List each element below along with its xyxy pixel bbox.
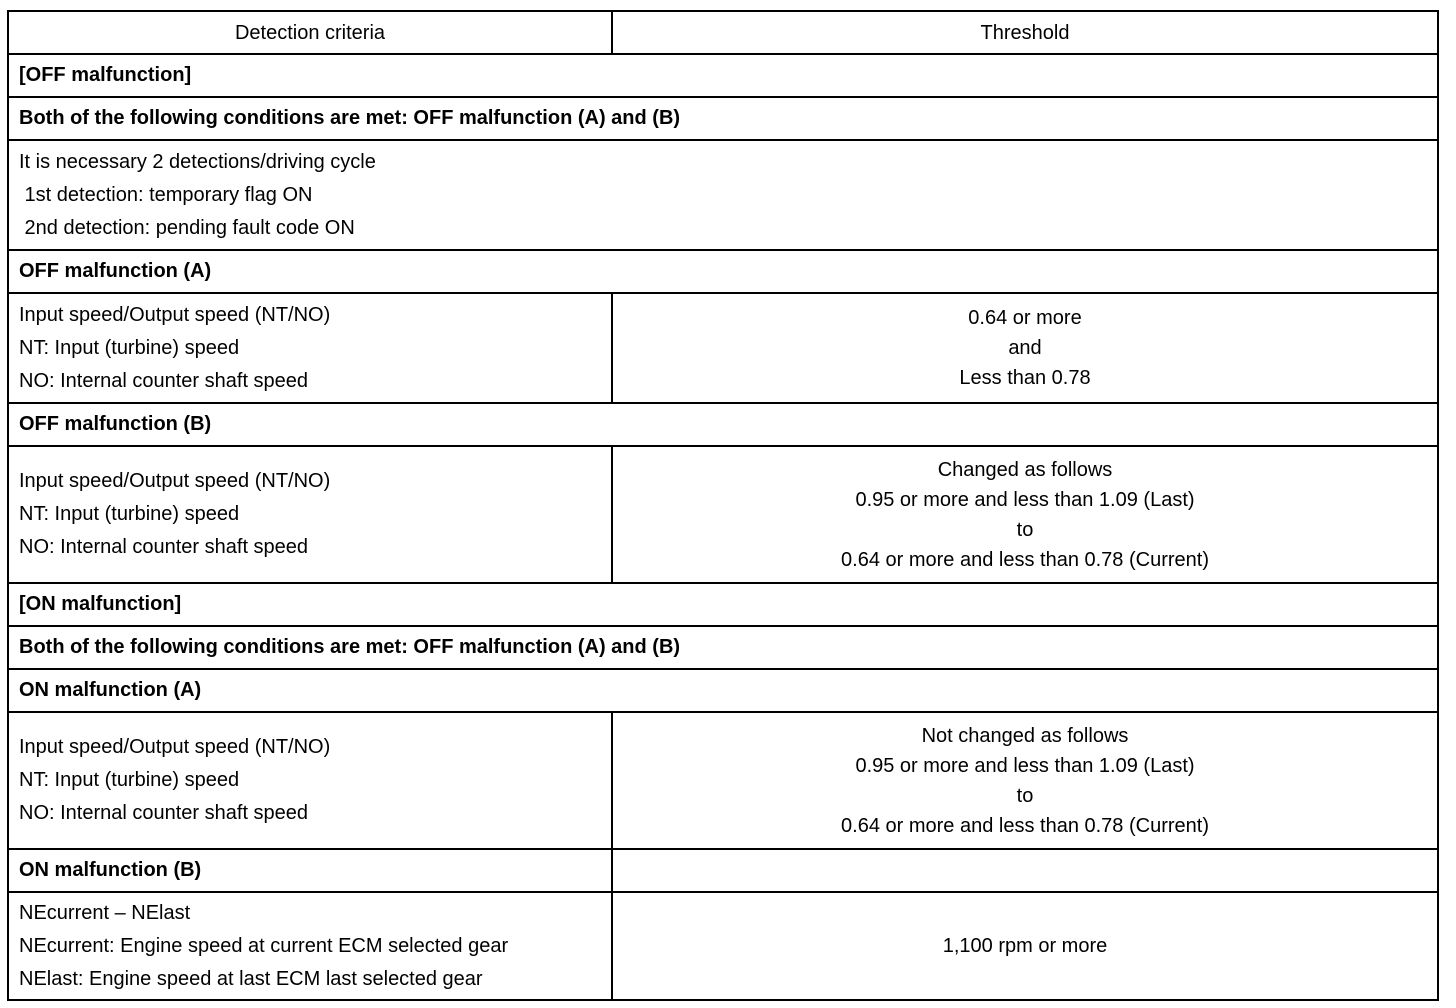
- header-criteria: Detection criteria: [8, 11, 612, 54]
- off-b-threshold: [612, 446, 1438, 583]
- threshold-line: 0.64 or more and less than 0.78 (Current): [841, 814, 1209, 837]
- threshold-line: 1,100 rpm or more: [942, 935, 1108, 957]
- off-note-line: 2nd detection: pending fault code ON: [19, 216, 355, 239]
- threshold-line: Not changed as follows: [921, 724, 1129, 747]
- on-b-title-empty: [612, 849, 1438, 892]
- off-b-title-row: [8, 403, 1438, 446]
- off-note-line: 1st detection: temporary flag ON: [19, 183, 313, 206]
- criteria-line: NT: Input (turbine) speed: [19, 503, 240, 525]
- on-a-title-row: [8, 669, 1438, 712]
- on-condition-row: [8, 626, 1438, 669]
- on-b-title: ON malfunction (B): [8, 849, 612, 892]
- off-b-title: OFF malfunction (B): [8, 403, 1438, 446]
- on-section-row: [8, 583, 1438, 626]
- threshold-line: Less than 0.78: [959, 367, 1091, 389]
- off-b-row: [8, 446, 1438, 583]
- criteria-line: NEcurrent: Engine speed at current ECM selected gear: [19, 934, 509, 957]
- off-a-title-row: [8, 250, 1438, 293]
- threshold-line: 0.64 or more: [968, 307, 1082, 329]
- off-note-row: [8, 140, 1438, 250]
- criteria-line: NEcurrent – NElast: [19, 901, 191, 924]
- criteria-line: NElast: Engine speed at last ECM last selected gear: [19, 967, 483, 990]
- off-a-threshold: [612, 293, 1438, 403]
- on-a-criteria: [8, 712, 612, 849]
- header-row: [8, 11, 1438, 54]
- criteria-line: Input speed/Output speed (NT/NO): [19, 303, 331, 326]
- criteria-line: NO: Internal counter shaft speed: [19, 369, 309, 392]
- off-condition-row: [8, 97, 1438, 140]
- on-section-title: [ON malfunction]: [8, 583, 1438, 626]
- off-section-row: [8, 54, 1438, 97]
- threshold-line: 0.95 or more and less than 1.09 (Last): [855, 488, 1195, 511]
- threshold-line: 0.64 or more and less than 0.78 (Current): [841, 548, 1209, 571]
- off-condition: Both of the following conditions are met: OFF malfunction (A) and (B): [8, 97, 1438, 140]
- criteria-line: NO: Internal counter shaft speed: [19, 802, 309, 824]
- on-b-criteria: [8, 892, 612, 1000]
- header-threshold: Threshold: [612, 11, 1438, 54]
- on-a-threshold: [612, 712, 1438, 849]
- on-condition: Both of the following conditions are met: OFF malfunction (A) and (B): [8, 626, 1438, 669]
- threshold-line: to: [1016, 784, 1034, 807]
- off-a-row: [8, 293, 1438, 403]
- on-a-title: ON malfunction (A): [8, 669, 1438, 712]
- on-b-row: [8, 892, 1438, 1000]
- criteria-line: NO: Internal counter shaft speed: [19, 536, 309, 558]
- threshold-line: 0.95 or more and less than 1.09 (Last): [855, 754, 1195, 777]
- criteria-line: Input speed/Output speed (NT/NO): [19, 470, 331, 492]
- criteria-line: Input speed/Output speed (NT/NO): [19, 736, 331, 758]
- criteria-line: NT: Input (turbine) speed: [19, 769, 240, 791]
- off-note: [8, 140, 1438, 250]
- criteria-line: NT: Input (turbine) speed: [19, 336, 240, 359]
- off-a-criteria: [8, 293, 612, 403]
- threshold-line: Changed as follows: [937, 458, 1113, 481]
- on-a-row: [8, 712, 1438, 849]
- threshold-line: to: [1016, 518, 1034, 541]
- off-note-line: It is necessary 2 detections/driving cycle: [19, 150, 376, 173]
- on-b-threshold: [612, 892, 1438, 1000]
- detection-criteria-table: [7, 10, 1439, 1001]
- off-section-title: [OFF malfunction]: [8, 54, 1438, 97]
- on-b-title-row: [8, 849, 1438, 892]
- threshold-line: and: [1008, 337, 1042, 359]
- off-b-criteria: [8, 446, 612, 583]
- off-a-title: OFF malfunction (A): [8, 250, 1438, 293]
